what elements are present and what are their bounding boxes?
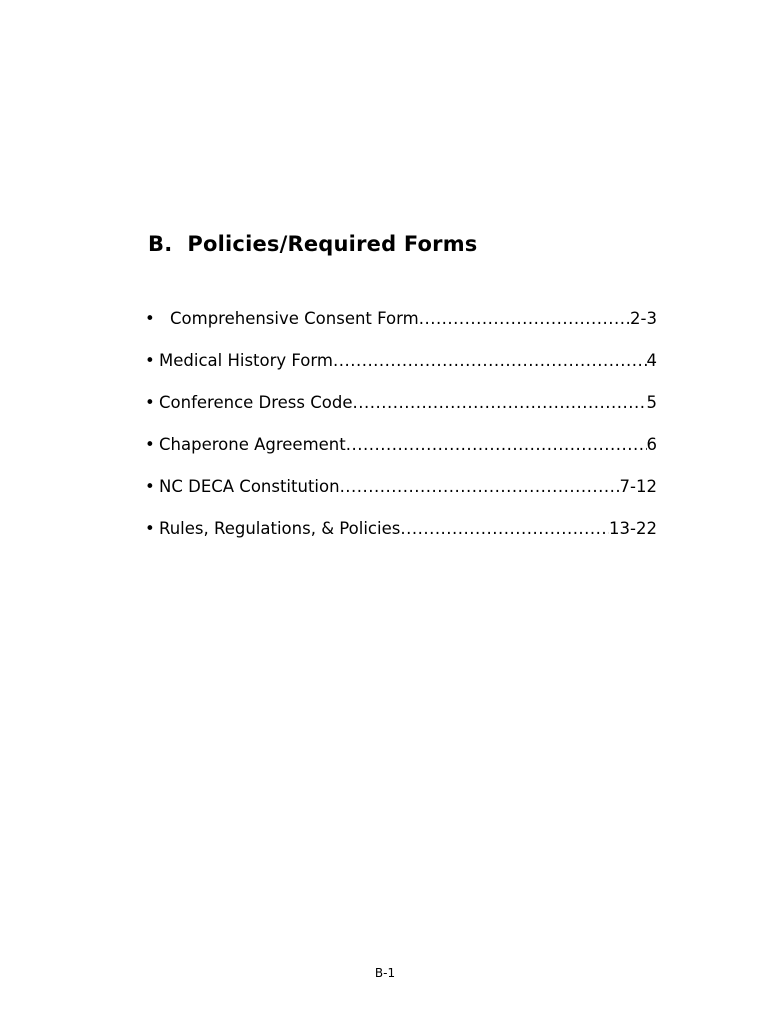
toc-item-rules-policies [145, 518, 657, 560]
toc-entry [159, 434, 657, 456]
toc-label: Medical History Form [159, 351, 333, 370]
toc-item-chaperone-agreement [145, 434, 657, 476]
toc-entry [159, 476, 657, 498]
toc-item-medical-history [145, 350, 657, 392]
toc-item-dress-code [145, 392, 657, 434]
toc-page-number: 2-3 [630, 309, 657, 328]
dot-leader [419, 308, 630, 330]
dot-leader [340, 476, 620, 498]
section-title: B. Policies/Required Forms [148, 232, 478, 256]
toc-label: NC DECA Constitution [159, 477, 340, 496]
dot-leader [353, 392, 647, 414]
bullet-icon: • [145, 435, 155, 454]
toc-entry [159, 518, 657, 540]
toc-entry [159, 350, 657, 372]
toc-item-constitution [145, 476, 657, 518]
toc-label: Conference Dress Code [159, 393, 353, 412]
toc-label: Chaperone Agreement [159, 435, 346, 454]
toc-label: Comprehensive Consent Form [170, 309, 419, 328]
dot-leader [400, 518, 609, 540]
dot-leader [333, 350, 647, 372]
toc-entry [170, 308, 657, 330]
toc-page-number: 7-12 [619, 477, 657, 496]
page-number-footer: B-1 [374, 966, 396, 980]
toc-label: Rules, Regulations, & Policies [159, 519, 401, 538]
bullet-icon: • [145, 351, 155, 370]
toc-page-number: 6 [646, 435, 657, 454]
toc-page-number: 4 [646, 351, 657, 370]
table-of-contents [145, 308, 657, 560]
bullet-icon: • [145, 519, 155, 538]
toc-entry [159, 392, 657, 414]
toc-page-number: 13-22 [609, 519, 657, 538]
bullet-icon: • [145, 477, 155, 496]
toc-item-consent-form [145, 308, 657, 350]
bullet-icon: • [145, 393, 155, 412]
bullet-icon: • [145, 309, 155, 328]
toc-page-number: 5 [646, 393, 657, 412]
dot-leader [346, 434, 647, 456]
